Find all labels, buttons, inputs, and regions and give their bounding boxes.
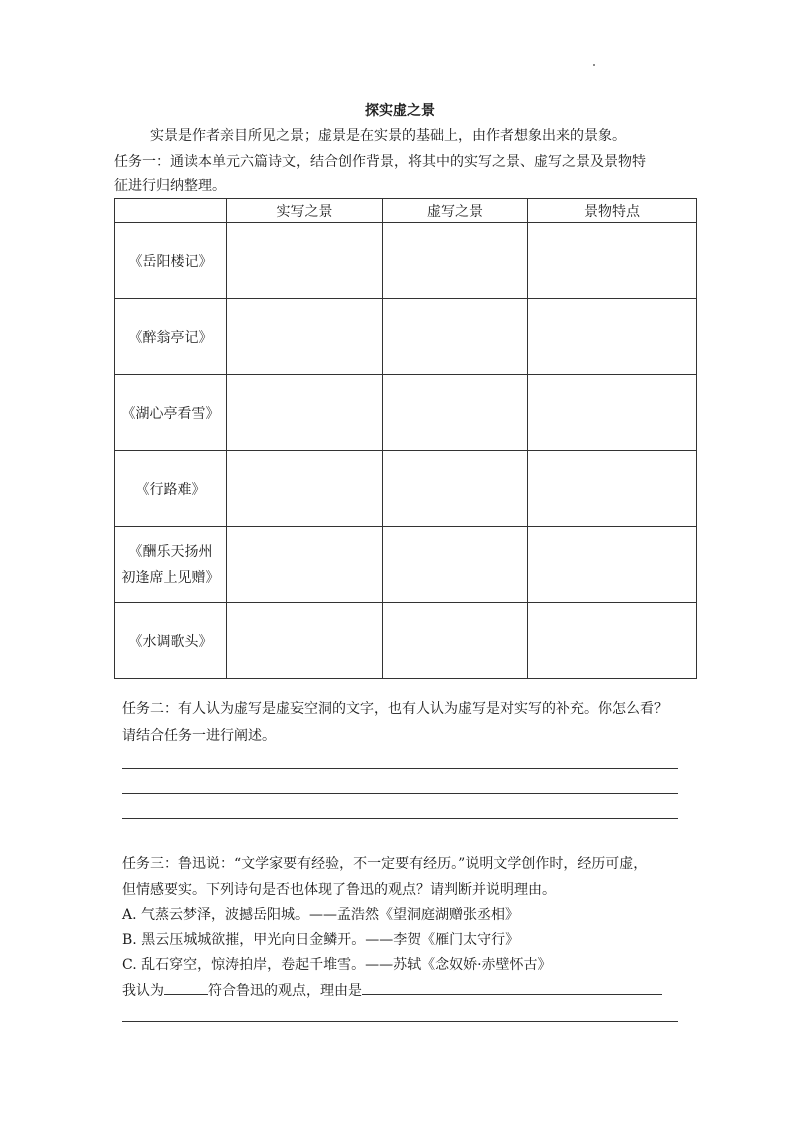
table-header-row [115,199,697,223]
row-title: 《水调歌头》 [115,603,227,679]
choice-blank[interactable] [164,980,208,995]
table-row [115,451,697,527]
row-title: 《醉翁亭记》 [115,299,227,375]
imagined-scene-cell[interactable] [383,223,528,299]
task2-line2: 请结合任务一进行阐述。 [122,728,276,744]
row-title-line1: 《酬乐天扬州 [128,543,213,560]
header-imagined-scene: 虚写之景 [383,199,528,223]
table-row [115,375,697,451]
row-title: 《行路难》 [115,451,227,527]
reason-line[interactable] [122,1021,678,1022]
task1-line2: 征进行归纳整理。 [114,178,226,194]
imagined-scene-cell[interactable] [383,451,528,527]
option-c: C. 乱石穿空，惊涛拍岸，卷起千堆雪。——苏轼《念奴娇·赤壁怀古》 [122,957,552,973]
speck [593,64,595,66]
task3-line1: 任务三：鲁迅说：“文学家要有经验，不一定要有经历。”说明文学创作时，经历可虚， [122,856,648,872]
table-row [115,223,697,299]
header-scene-features: 景物特点 [528,199,697,223]
answer-middle: 符合鲁迅的观点，理由是 [208,983,362,999]
page-title: 探实虚之景 [365,103,435,119]
option-b: B. 黑云压城城欲摧，甲光向日金鳞开。——李贺《雁门太守行》 [122,932,520,948]
imagined-scene-cell[interactable] [383,603,528,679]
task3-line2: 但情感要实。下列诗句是否也体现了鲁迅的观点？请判断并说明理由。 [122,882,556,898]
features-cell[interactable] [528,375,697,451]
answer-line-2[interactable] [122,793,678,794]
row-title: 《湖心亭看雪》 [115,375,227,451]
task2-line1: 任务二：有人认为虚写是虚妄空洞的文字，也有人认为虚写是对实写的补充。你怎么看？ [122,701,668,717]
table-row [115,603,697,679]
answer-prefix: 我认为 [122,983,164,999]
answer-sentence [122,980,662,1001]
row-title-line2: 初逢席上见赠》 [121,569,220,586]
features-cell[interactable] [528,603,697,679]
reason-blank[interactable] [362,980,662,995]
features-cell[interactable] [528,299,697,375]
answer-line-3[interactable] [122,818,678,819]
features-cell[interactable] [528,451,697,527]
table-row [115,299,697,375]
real-scene-cell[interactable] [227,375,383,451]
imagined-scene-cell[interactable] [383,375,528,451]
task1-line1: 任务一：通读本单元六篇诗文，结合创作背景，将其中的实写之景、虚写之景及景物特 [114,154,646,170]
real-scene-cell[interactable] [227,299,383,375]
table-row [115,527,697,603]
real-scene-cell[interactable] [227,603,383,679]
real-scene-cell[interactable] [227,451,383,527]
intro-text: 实景是作者亲目所见之景；虚景是在实景的基础上，由作者想象出来的景象。 [150,128,626,144]
answer-line-1[interactable] [122,768,678,769]
option-a: A. 气蒸云梦泽，波撼岳阳城。——孟浩然《望洞庭湖赠张丞相》 [122,907,520,923]
scenery-table [114,198,697,679]
row-title: 《岳阳楼记》 [115,223,227,299]
header-real-scene: 实写之景 [227,199,383,223]
imagined-scene-cell[interactable] [383,299,528,375]
features-cell[interactable] [528,527,697,603]
real-scene-cell[interactable] [227,527,383,603]
imagined-scene-cell[interactable] [383,527,528,603]
row-title [115,527,227,603]
features-cell[interactable] [528,223,697,299]
real-scene-cell[interactable] [227,223,383,299]
header-cell-empty [115,199,227,223]
